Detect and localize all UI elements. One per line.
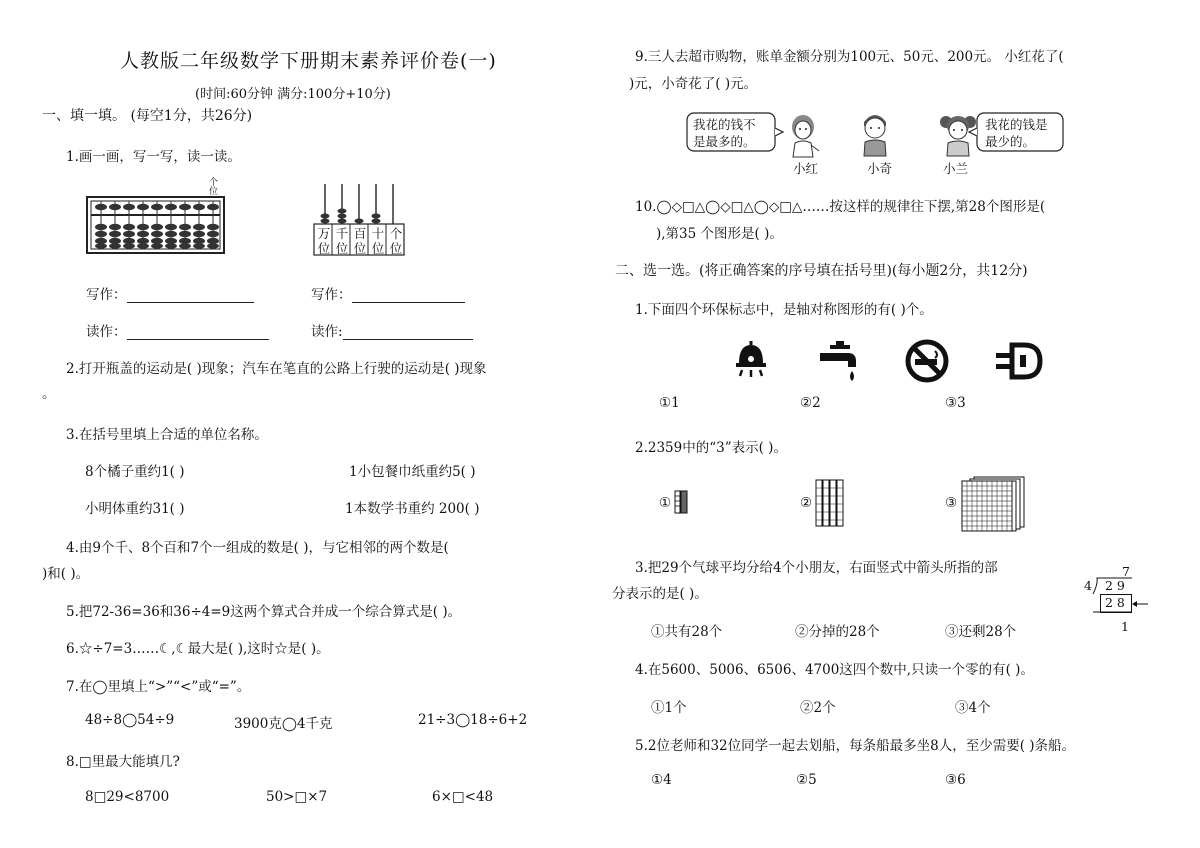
s2-q5-option2[interactable]: ②5 <box>796 772 817 788</box>
q8-text: 8.□里最大能填几? <box>66 754 180 770</box>
s2-q1-option3[interactable]: ③3 <box>945 395 966 411</box>
abacus-read-field[interactable]: 读作： <box>86 320 269 340</box>
abacus-unit-label: 个 位 <box>209 178 219 197</box>
s2-q5-option3[interactable]: ③6 <box>945 772 966 788</box>
thousands-cubes-icon <box>960 475 1028 533</box>
q10-line1: 10.◯◇□△◯◇□△◯◇□△……按这样的规律往下摆,第28个图形是( <box>635 199 1046 215</box>
q3-a: 8个橘子重约1( ) <box>85 464 185 480</box>
bubble-left-text: 我花的钱不 是最多的。 <box>693 117 756 149</box>
q4-line1: 4.由9个千、8个百和7个一组成的数是( )，与它相邻的两个数是( <box>66 540 449 556</box>
s2-q3-option1[interactable]: ①共有28个 <box>651 624 723 640</box>
s2-q2-option2[interactable]: ② <box>800 495 813 511</box>
frame-write-field[interactable]: 写作： <box>311 283 465 303</box>
q6-text: 6.☆÷7=3……☾,☾最大是( ),这时☆是( )。 <box>66 641 330 657</box>
q7-text: 7.在◯里填上“>”“<”或“=”。 <box>66 679 251 695</box>
q3-d: 1本数学书重约 200( ) <box>345 501 480 517</box>
ones-tens-blocks-icon <box>674 490 688 514</box>
counter-place-labels: 万 位 千 位 百 位 十 位 个 位 <box>317 226 403 256</box>
q7-c: 21÷3◯18÷6+2 <box>418 712 528 728</box>
long-division <box>1084 564 1174 640</box>
s2-q2-option1[interactable]: ① <box>659 495 672 511</box>
no-smoking-eco-icon <box>905 339 949 383</box>
exam-info: (时间:60分钟 满分:100分+10分) <box>195 87 391 102</box>
division-remainder: 1 <box>1121 619 1129 634</box>
q3-b: 1小包餐巾纸重约5( ) <box>349 464 476 480</box>
s2-q1-option2[interactable]: ②2 <box>800 395 821 411</box>
s2-q4-text: 4.在5600、5006、6506、4700这四个数中,只读一个零的有( )。 <box>635 662 1034 678</box>
q2-line2: 。 <box>42 386 56 402</box>
q8-c: 6×□<48 <box>432 789 494 805</box>
q10-line2: ),第35 个图形是( )。 <box>656 226 783 242</box>
q3-text: 3.在括号里填上合适的单位名称。 <box>66 427 268 443</box>
s2-q3-option2[interactable]: ②分掉的28个 <box>795 624 880 640</box>
s2-q4-option3[interactable]: ③4个 <box>955 700 991 716</box>
q7-a: 48÷8◯54÷9 <box>85 712 175 728</box>
boy-xiaoqi-figure <box>858 110 892 158</box>
q3-c: 小明体重约31( ) <box>85 501 185 517</box>
q9-line2: )元，小奇花了( )元。 <box>629 76 758 92</box>
s2-q1-text: 1.下面四个环保标志中，是轴对称图形的有( )个。 <box>635 302 933 318</box>
s2-q2-text: 2.2359中的“3”表示( )。 <box>635 440 787 456</box>
arrow-left-icon <box>1132 600 1148 608</box>
q8-b: 50>□×7 <box>266 789 328 805</box>
name-xiaohong: 小红 <box>793 161 819 176</box>
division-quotient: 7 <box>1122 564 1130 579</box>
division-product: 2 8 <box>1105 595 1125 610</box>
frame-read-field[interactable]: 读作: <box>311 320 473 340</box>
q9-line1: 9.三人去超市购物，账单金额分别为100元、50元、200元。 小红花了( <box>635 49 1064 65</box>
section1-heading: 一、填一填。 (每空1分，共26分) <box>42 108 253 124</box>
q4-line2: )和( )。 <box>42 566 90 582</box>
s2-q3-line1: 3.把29个气球平均分给4个小朋友，右面竖式中箭头所指的部 <box>635 560 998 576</box>
q8-a: 8□29<8700 <box>85 789 170 805</box>
girl-xiaohong-figure <box>783 113 823 159</box>
s2-q5-option1[interactable]: ①4 <box>651 772 672 788</box>
bubble-right-text: 我花的钱是 最少的。 <box>985 117 1048 149</box>
page-title: 人教版二年级数学下册期末素养评价卷(一) <box>120 50 497 72</box>
division-dividend: 2 9 <box>1105 578 1125 593</box>
name-xiaoqi: 小奇 <box>867 161 893 176</box>
s2-q2-option3[interactable]: ③ <box>945 495 958 511</box>
plug-eco-icon <box>994 343 1044 379</box>
q7-b: 3900克◯4千克 <box>234 716 333 732</box>
s2-q4-option2[interactable]: ②2个 <box>800 700 836 716</box>
q2-line1: 2.打开瓶盖的运动是( )现象；汽车在笔直的公路上行驶的运动是( )现象 <box>66 361 487 377</box>
abacus-write-field[interactable]: 写作： <box>86 283 254 303</box>
q5-text: 5.把72-36=36和36÷4=9这两个算式合并成一个综合算式是( )。 <box>66 604 462 620</box>
section2-heading: 二、选一选。(将正确答案的序号填在括号里)(每小题2分，共12分) <box>615 263 1028 279</box>
hundreds-rods-icon <box>815 478 845 528</box>
q1-text: 1.画一画，写一写，读一读。 <box>66 149 241 165</box>
lamp-eco-icon <box>733 339 769 379</box>
faucet-eco-icon <box>818 339 862 383</box>
s2-q1-option1[interactable]: ①1 <box>659 395 680 411</box>
s2-q5-text: 5.2位老师和32位同学一起去划船，每条船最多坐8人，至少需要( )条船。 <box>635 738 1076 754</box>
s2-q3-option3[interactable]: ③还剩28个 <box>945 624 1017 640</box>
division-divisor: 4 <box>1084 578 1092 593</box>
name-xiaolan: 小兰 <box>943 161 969 176</box>
s2-q3-line2: 分表示的是( )。 <box>612 586 708 602</box>
s2-q4-option1[interactable]: ①1个 <box>651 700 687 716</box>
